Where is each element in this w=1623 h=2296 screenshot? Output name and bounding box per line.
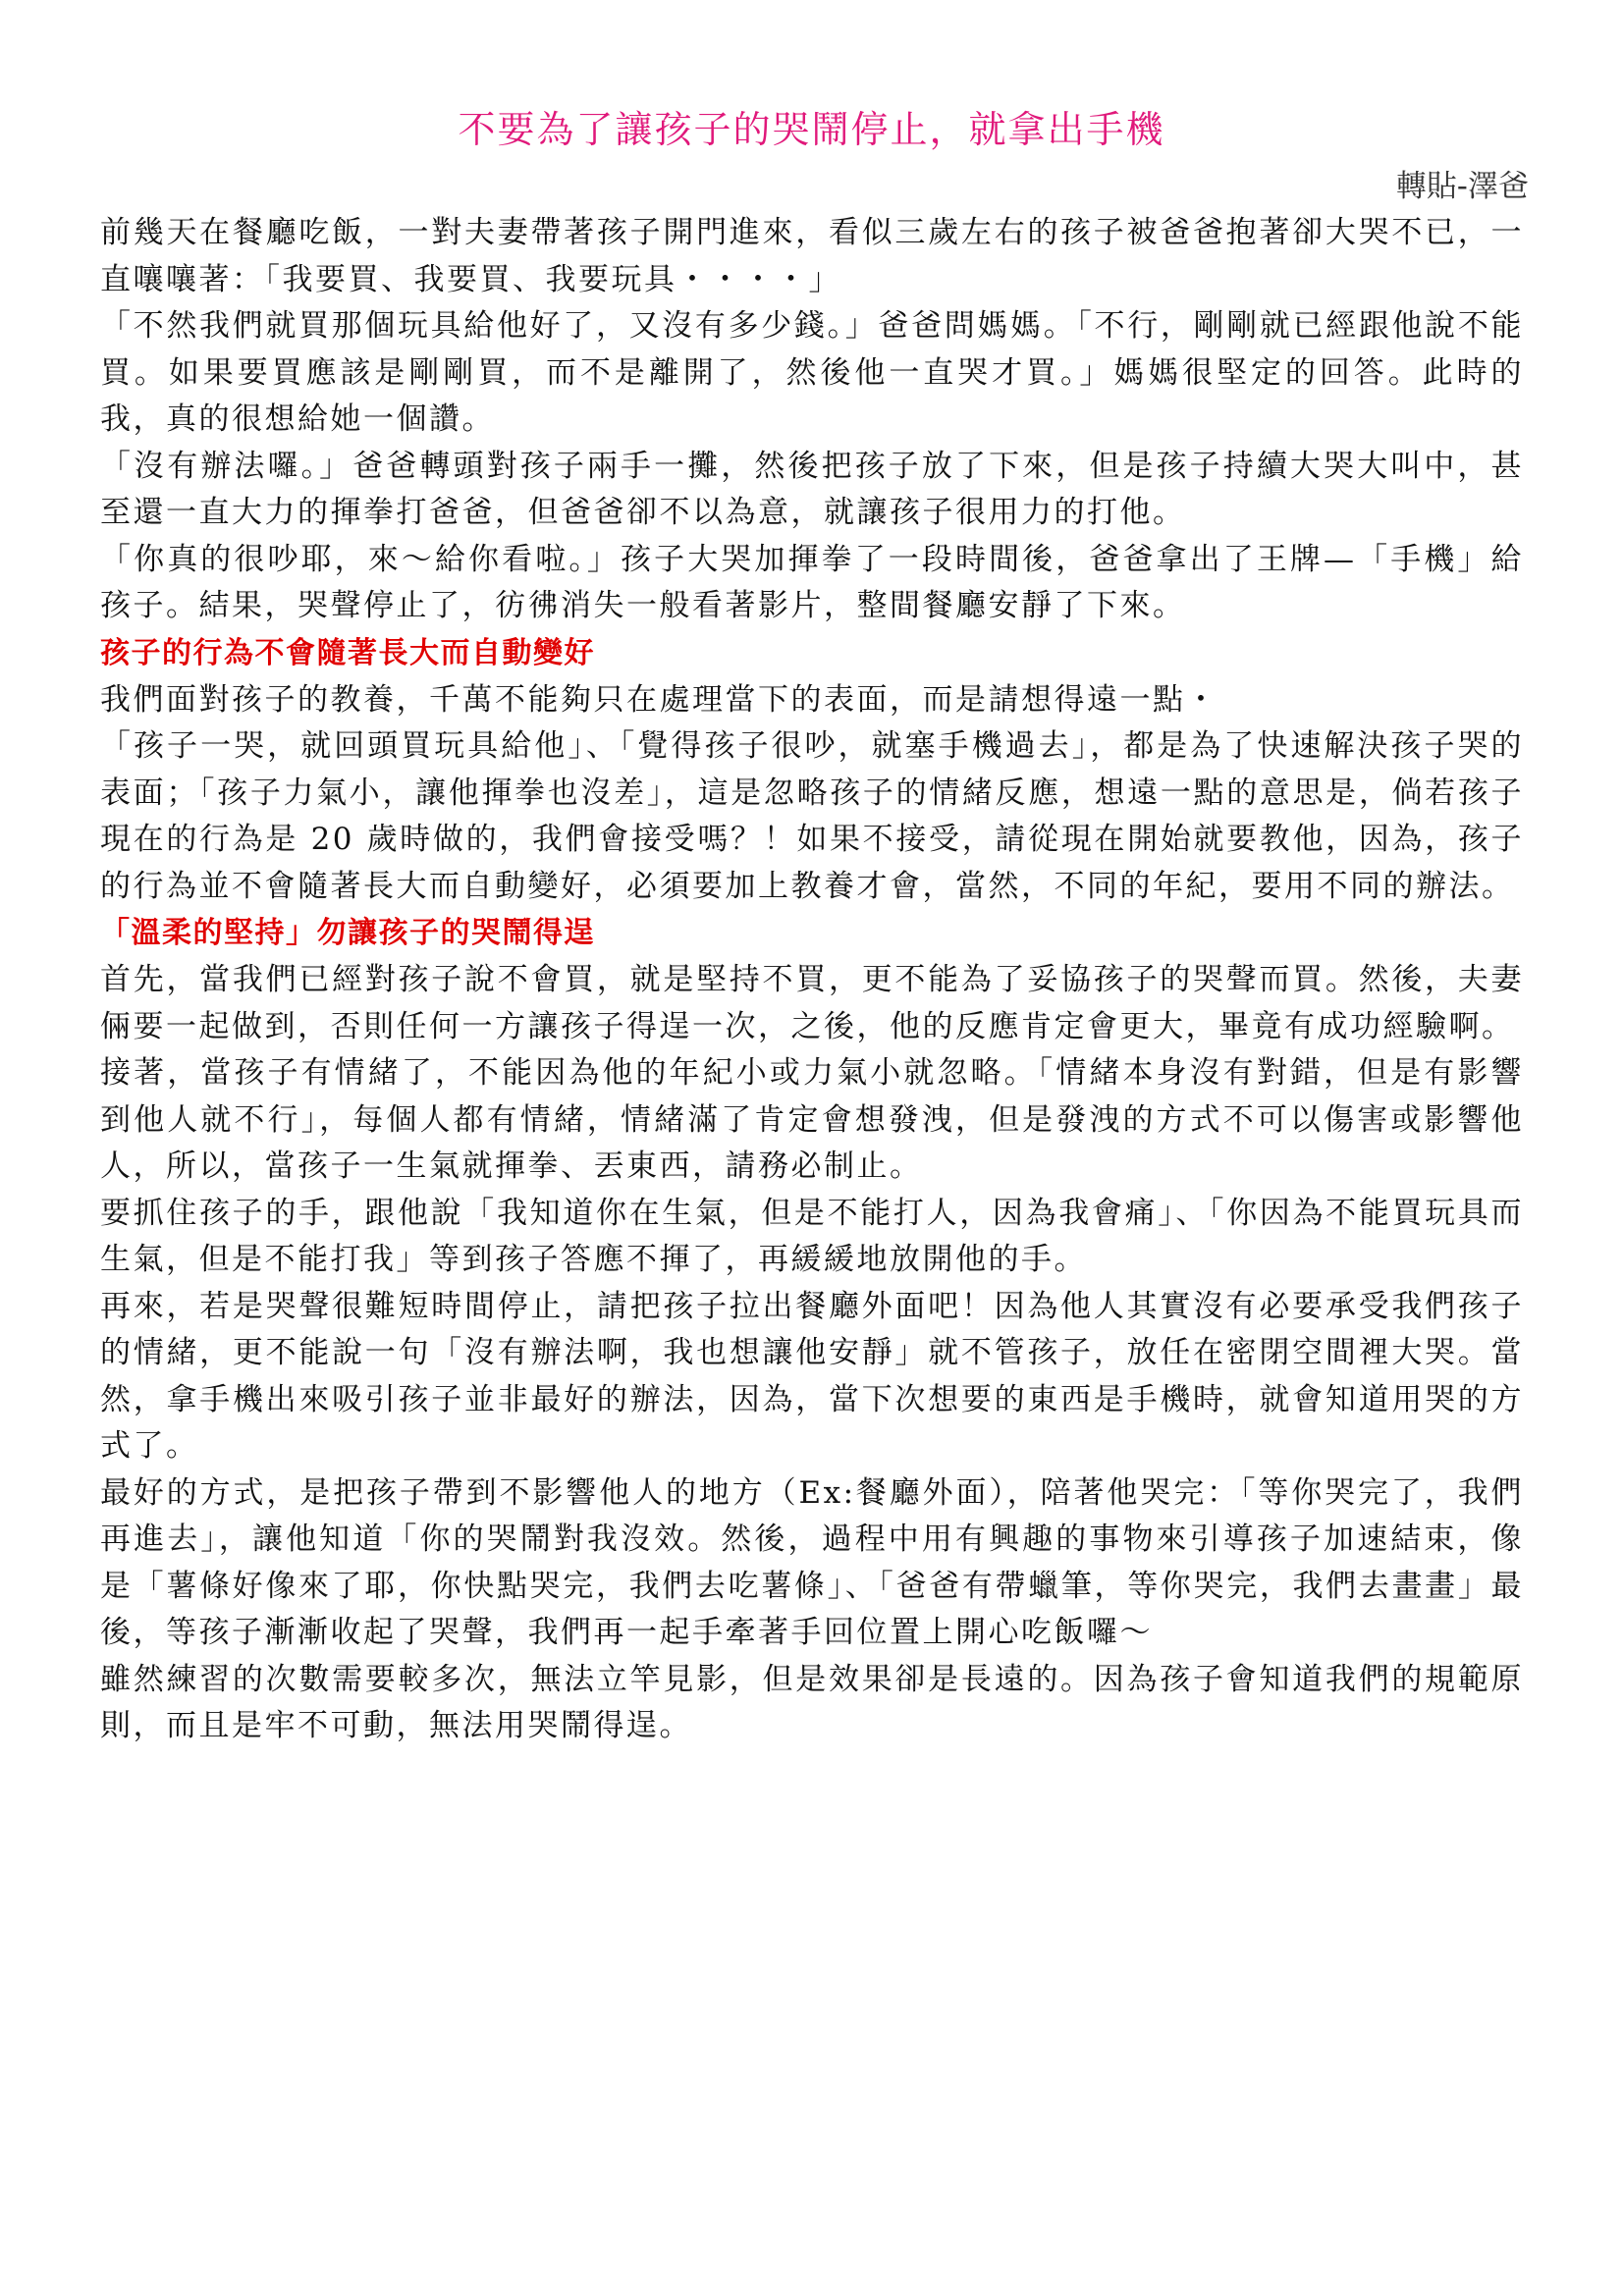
paragraph: 「孩子一哭，就回頭買玩具給他」、「覺得孩子很吵，就塞手機過去」，都是為了快速解決孩子哭的表面；「孩子力氣小，讓他揮拳也沒差」，這是忽略孩子的情緒反應，想遠一點的意思是，倘若孩子現在的行為是 20 歲時做的，我們會接受嗎？！如果不接受，請從現在開始就要教他，因為，孩子的行為並不會隨著長大而自動變好，必須要加上教養才會，當然，不同的年紀，要用不同的辦法。 bbox=[100, 728, 1524, 904]
paragraph: 再來，若是哭聲很難短時間停止，請把孩子拉出餐廳外面吧！因為他人其實沒有必要承受我們孩子的情緒，更不能說一句「沒有辦法啊，我也想讓他安靜」就不管孩子，放任在密閉空間裡大哭。當然，拿手機出來吸引孩子並非最好的辦法，因為，當下次想要的東西是手機時，就會知道用哭的方式了。 bbox=[100, 1288, 1524, 1464]
paragraph: 「沒有辦法囉。」爸爸轉頭對孩子兩手一攤，然後把孩子放了下來，但是孩子持續大哭大叫中，甚至還一直大力的揮拳打爸爸，但爸爸卻不以為意，就讓孩子很用力的打他。 bbox=[100, 448, 1524, 530]
paragraph: 接著，當孩子有情緒了，不能因為他的年紀小或力氣小就忽略。「情緒本身沒有對錯，但是有影響到他人就不行」，每個人都有情緒，情緒滿了肯定會想發洩，但是發洩的方式不可以傷害或影響他人，所以，當孩子一生氣就揮拳、丟東西，請務必制止。 bbox=[100, 1055, 1524, 1184]
paragraph: 首先，當我們已經對孩子說不會買，就是堅持不買，更不能為了妥協孩子的哭聲而買。然後，夫妻倆要一起做到，否則任何一方讓孩子得逞一次，之後，他的反應肯定會更大，畢竟有成功經驗啊。 bbox=[100, 962, 1524, 1044]
paragraph: 前幾天在餐廳吃飯，一對夫妻帶著孩子開門進來，看似三歲左右的孩子被爸爸抱著卻大哭不已，一直嚷嚷著：「我要買、我要買、我要玩具・・・・」 bbox=[100, 215, 1524, 297]
paragraph: 雖然練習的次數需要較多次，無法立竿見影，但是效果卻是長遠的。因為孩子會知道我們的規範原則，而且是牢不可動，無法用哭鬧得逞。 bbox=[100, 1661, 1524, 1743]
paragraph: 最好的方式，是把孩子帶到不影響他人的地方（Ex:餐廳外面），陪著他哭完：「等你哭完了，我們再進去」，讓他知道「你的哭鬧對我沒效。然後，過程中用有興趣的事物來引導孩子加速結束，像是「薯條好像來了耶，你快點哭完，我們去吃薯條」、「爸爸有帶蠟筆，等你哭完，我們去畫畫」最後，等孩子漸漸收起了哭聲，我們再一起手牽著手回位置上開心吃飯囉～ bbox=[100, 1474, 1524, 1650]
paragraph: 「你真的很吵耶，來～給你看啦。」孩子大哭加揮拳了一段時間後，爸爸拿出了王牌—「手機」給孩子。結果，哭聲停止了，彷彿消失一般看著影片，整間餐廳安靜了下來。 bbox=[100, 541, 1524, 623]
page-title: 不要為了讓孩子的哭鬧停止，就拿出手機 bbox=[458, 108, 1165, 151]
paragraph: 「不然我們就買那個玩具給他好了，又沒有多少錢。」爸爸問媽媽。「不行，剛剛就已經跟他說不能買。如果要買應該是剛剛買，而不是離開了，然後他一直哭才買。」媽媽很堅定的回答。此時的我，真的很想給她一個讚。 bbox=[100, 308, 1524, 437]
article-body bbox=[100, 210, 1524, 1750]
section-heading: 孩子的行為不會隨著長大而自動變好 bbox=[100, 635, 595, 670]
paragraph: 我們面對孩子的教養，千萬不能夠只在處理當下的表面，而是請想得遠一點・ bbox=[100, 681, 1218, 718]
byline: 轉貼-澤爸 bbox=[1395, 169, 1529, 204]
paragraph: 要抓住孩子的手，跟他說「我知道你在生氣，但是不能打人，因為我會痛」、「你因為不能買玩具而生氣，但是不能打我」等到孩子答應不揮了，再緩緩地放開他的手。 bbox=[100, 1195, 1524, 1277]
section-heading: 「溫柔的堅持」勿讓孩子的哭鬧得逞 bbox=[100, 916, 595, 950]
